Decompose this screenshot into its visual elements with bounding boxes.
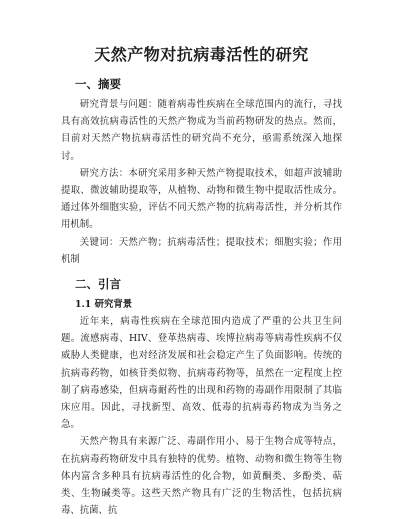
abstract-methods-paragraph: 研究方法：本研究采用多种天然产物提取技术，如超声波辅助提取、微波辅助提取等，从植物、动物和微生物中提取活性成分。通过体外细胞实验，评估不同天然产物的抗病毒活性，并分析其作用机制。 (61, 167, 342, 231)
abstract-keywords-paragraph: 关键词：天然产物；抗病毒活性；提取技术；细胞实验；作用机制 (61, 236, 342, 265)
document-title: 天然产物对抗病毒活性的研究 (94, 45, 309, 64)
spacer (61, 268, 342, 276)
intro-heading: 二、引言 (75, 277, 121, 292)
intro-subheading: 1.1 研究背景 (75, 299, 133, 311)
abstract-background-paragraph: 研究背景与问题：随着病毒性疾病在全球范围内的流行，寻找具有高效抗病毒活性的天然产物成为当前药物研发的热点。然而，目前对天然产物抗病毒活性的研究尚不充分，亟需系统深入地探讨。 (61, 99, 342, 162)
intro-paragraph-1: 近年来，病毒性疾病在全球范围内造成了严重的公共卫生问题。流感病毒、HIV、登革热病毒、埃博拉病毒等病毒性疾病不仅威胁人类健康，也对经济发展和社会稳定产生了负面影响。传统的抗病毒药物，如核苷类似物、抗病毒药物等，虽然在一定程度上控制了病毒感染，但病毒耐药性的出现和药物的毒副作用限制了其临床应用。因此，寻找新型、高效、低毒的抗病毒药物成为当务之急。 (61, 316, 342, 431)
intro-paragraph-2: 天然产物具有来源广泛、毒副作用小、易于生物合成等特点，在抗病毒药物研发中具有独特的优势。植物、动物和微生物等生物体内富含多种具有抗病毒活性的化合物，如黄酮类、多酚类、萜类、生物碱类等。这些天然产物具有广泛的生物活性，包括抗病毒、抗菌、抗 (61, 436, 342, 517)
abstract-heading: 一、摘要 (75, 77, 121, 91)
